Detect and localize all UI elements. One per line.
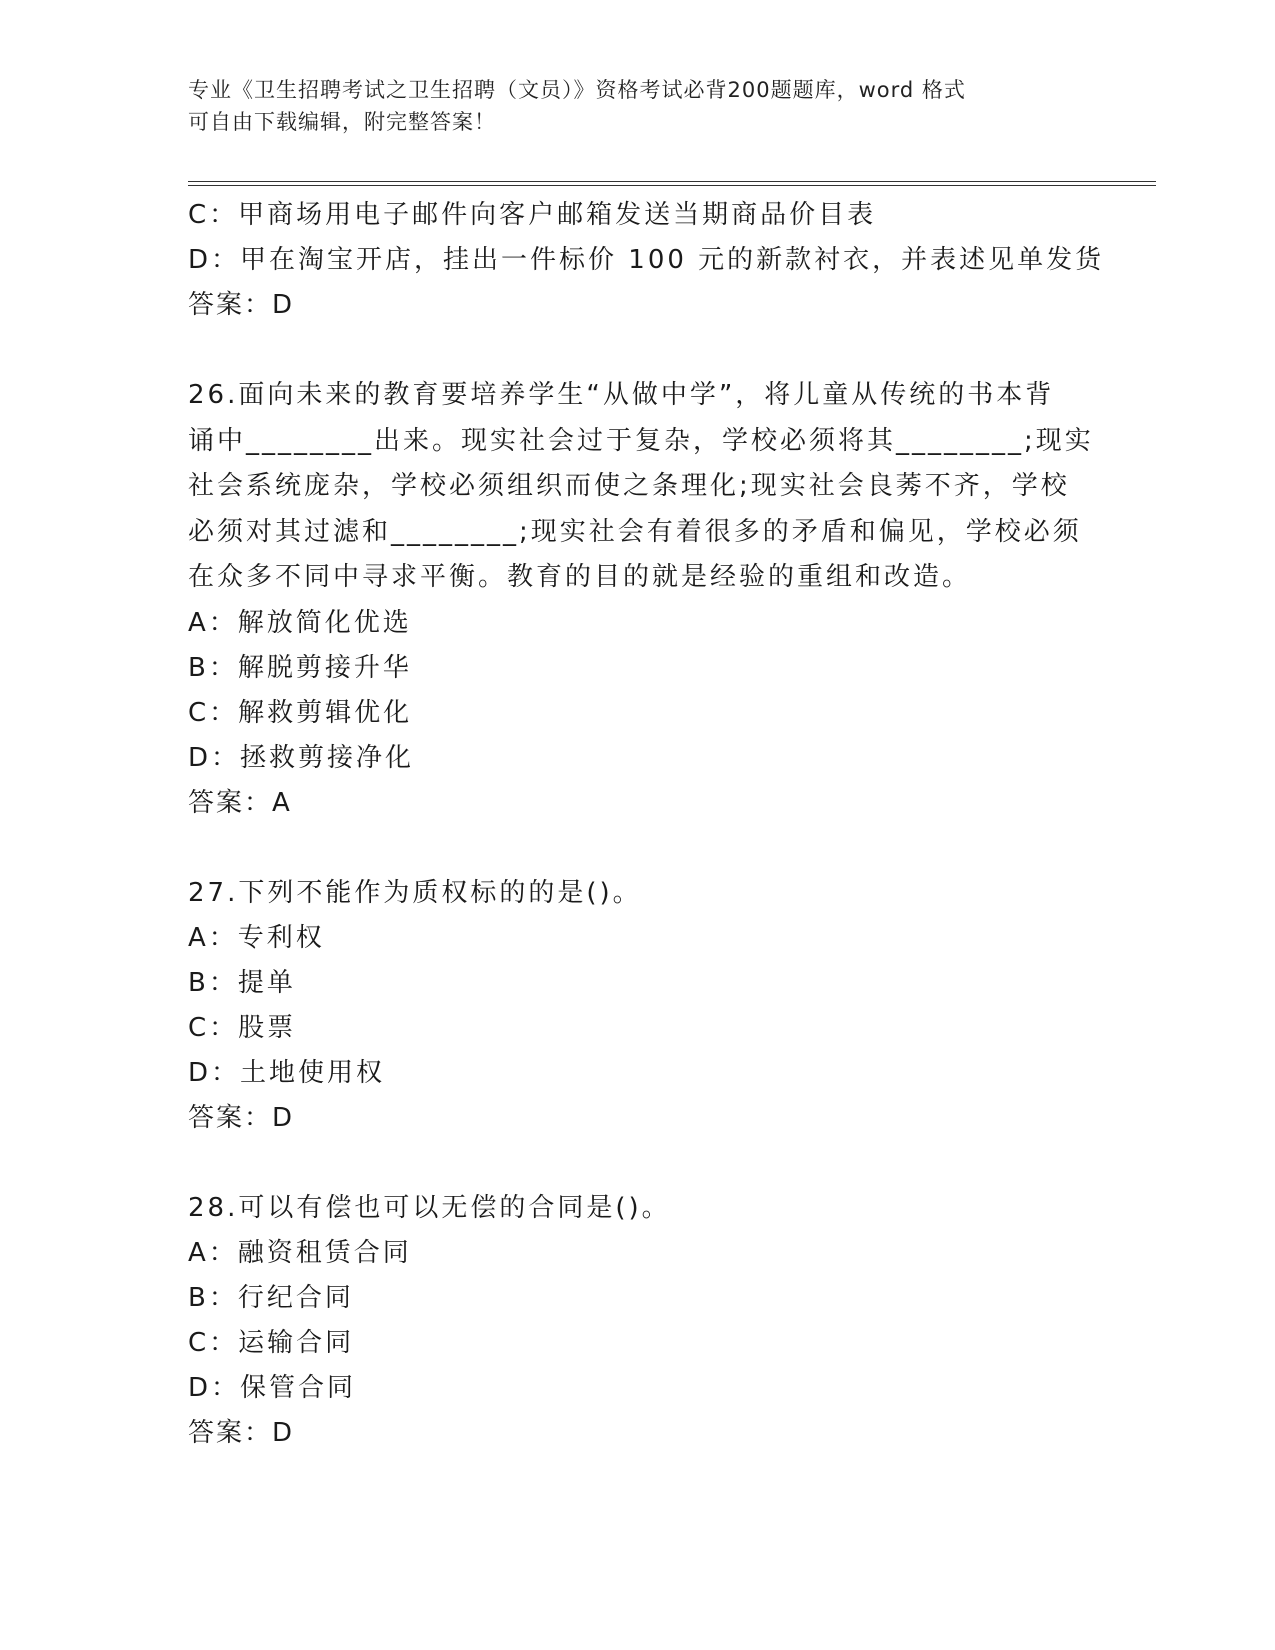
answer-line: 答案：D: [188, 290, 295, 320]
option-a: A：专利权: [188, 922, 325, 953]
stem-line: 社会系统庞杂，学校必须组织而使之条理化;现实社会良莠不齐，学校: [188, 471, 1070, 501]
option-d: D：土地使用权: [188, 1057, 386, 1088]
question-stem: 28.可以有偿也可以无偿的合同是()。: [188, 1192, 671, 1223]
answer-line: 答案：D: [188, 1417, 295, 1448]
question-27: [188, 871, 1088, 1141]
question-stem: [188, 373, 1094, 601]
option-c: C：解救剪辑优化: [188, 697, 413, 728]
stem-line: 诵中________出来。现实社会过于复杂，学校必须将其________;现实: [188, 425, 1094, 456]
answer-line: 答案：D: [188, 1102, 295, 1133]
option-d: D：保管合同: [188, 1372, 357, 1403]
question-26: [188, 373, 1094, 826]
stem-line: 26.面向未来的教育要培养学生“从做中学”，将儿童从传统的书本背: [188, 380, 1055, 410]
option-c: C：甲商场用电子邮件向客户邮箱发送当期商品价目表: [188, 200, 877, 230]
stem-line: 必须对其过滤和________;现实社会有着很多的矛盾和偏见，学校必须: [188, 516, 1082, 547]
stem-line: 在众多不同中寻求平衡。教育的目的就是经验的重组和改造。: [188, 562, 972, 592]
question-stem: 27.下列不能作为质权标的的是()。: [188, 877, 642, 908]
question-28: [188, 1186, 1088, 1456]
option-b: B：解脱剪接升华: [188, 652, 412, 683]
option-a: A：解放简化优选: [188, 607, 412, 638]
header-title-line-1: 专业《卫生招聘考试之卫生招聘（文员）》资格考试必背200题题库，word 格式: [188, 78, 966, 102]
option-d: D：拯救剪接净化: [188, 742, 415, 773]
option-d: D：甲在淘宝开店，挂出一件标价 100 元的新款衬衣，并表述见单发货: [188, 245, 1105, 275]
answer-line: 答案：A: [188, 787, 292, 818]
option-b: B：提单: [188, 967, 296, 998]
question-25-continuation: [188, 193, 1105, 328]
option-b: B：行纪合同: [188, 1282, 354, 1313]
header-divider-top: [188, 181, 1156, 182]
header-divider-bottom: [188, 185, 1156, 186]
option-c: C：股票: [188, 1012, 297, 1043]
header-title-line-2: 可自由下载编辑，附完整答案！: [188, 110, 496, 134]
option-c: C：运输合同: [188, 1327, 355, 1358]
document-body: [188, 193, 1105, 1456]
option-a: A：融资租赁合同: [188, 1237, 412, 1268]
document-header: [188, 74, 1068, 138]
